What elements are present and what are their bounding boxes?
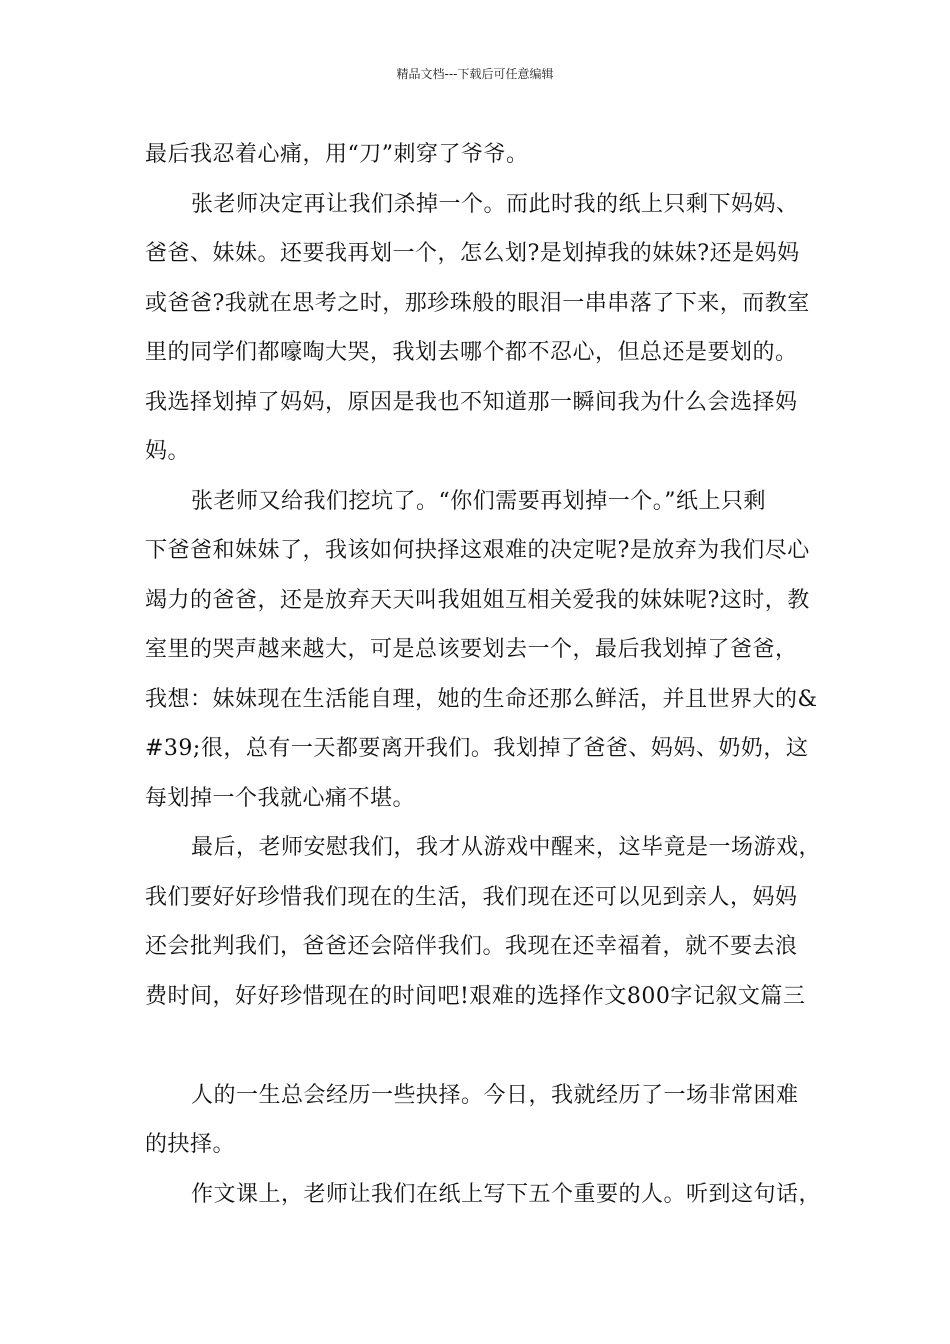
text-line: 竭力的爸爸，还是放弃天天叫我姐姐互相关爱我的妹妹呢?这时，教 (145, 587, 810, 613)
text-line: 我想：妹妹现在生活能自理，她的生命还那么鲜活，并且世界大的& (145, 686, 818, 712)
document-body (145, 130, 825, 1219)
text-line: 每划掉一个我就心痛不堪。 (145, 785, 416, 811)
text-line: 我选择划掉了妈妈，原因是我也不知道那一瞬间我为什么会选择妈 (145, 389, 798, 415)
blank-line (145, 1021, 825, 1071)
page-header: 精品文档---下载后可任意编辑 (396, 67, 554, 81)
paragraph-start-line: 张老师决定再让我们杀掉一个。而此时我的纸上只剩下妈妈、 (191, 191, 799, 217)
text-line: 或爸爸?我就在思考之时，那珍珠般的眼泪一串串落了下来，而教室 (145, 290, 810, 316)
text-line: #39;很，总有一天都要离开我们。我划掉了爸爸、妈妈、奶奶，这 (145, 736, 809, 761)
text-line: 妈。 (145, 439, 191, 464)
text-line: 里的同学们都嚎啕大哭，我划去哪个都不忍心，但总还是要划的。 (145, 340, 798, 365)
paragraph-start-line: 最后，老师安慰我们，我才从游戏中醒来，这毕竟是一场游戏， (191, 835, 822, 860)
paragraph-start-line: 人的一生总会经历一些抉择。今日，我就经历了一场非常困难 (191, 1082, 799, 1108)
text-line: 费时间，好好珍惜现在的时间吧!艰难的选择作文800字记叙文篇三 (145, 983, 806, 1009)
text-line: 最后我忍着心痛，用“刀”刺穿了爷爷。 (145, 142, 529, 167)
text-line: 还会批判我们，爸爸还会陪伴我们。我现在还幸福着，就不要去浪 (145, 934, 798, 959)
paragraph-start-line: 作文课上，老师让我们在纸上写下五个重要的人。听到这句话， (191, 1181, 822, 1207)
paragraph-start-line: 张老师又给我们挖坑了。“你们需要再划掉一个。”纸上只剩 (191, 488, 766, 514)
text-line: 爸爸、妹妹。还要我再划一个，怎么划?是划掉我的妹妹?还是妈妈 (145, 241, 800, 266)
text-line: 室里的哭声越来越大，可是总该要划去一个，最后我划掉了爸爸， (145, 637, 798, 662)
text-line: 的抉择。 (145, 1132, 236, 1157)
text-line: 我们要好好珍惜我们现在的生活，我们现在还可以见到亲人，妈妈 (145, 884, 798, 910)
text-line: 下爸爸和妹妹了，我该如何抉择这艰难的决定呢?是放弃为我们尽心 (145, 538, 810, 563)
